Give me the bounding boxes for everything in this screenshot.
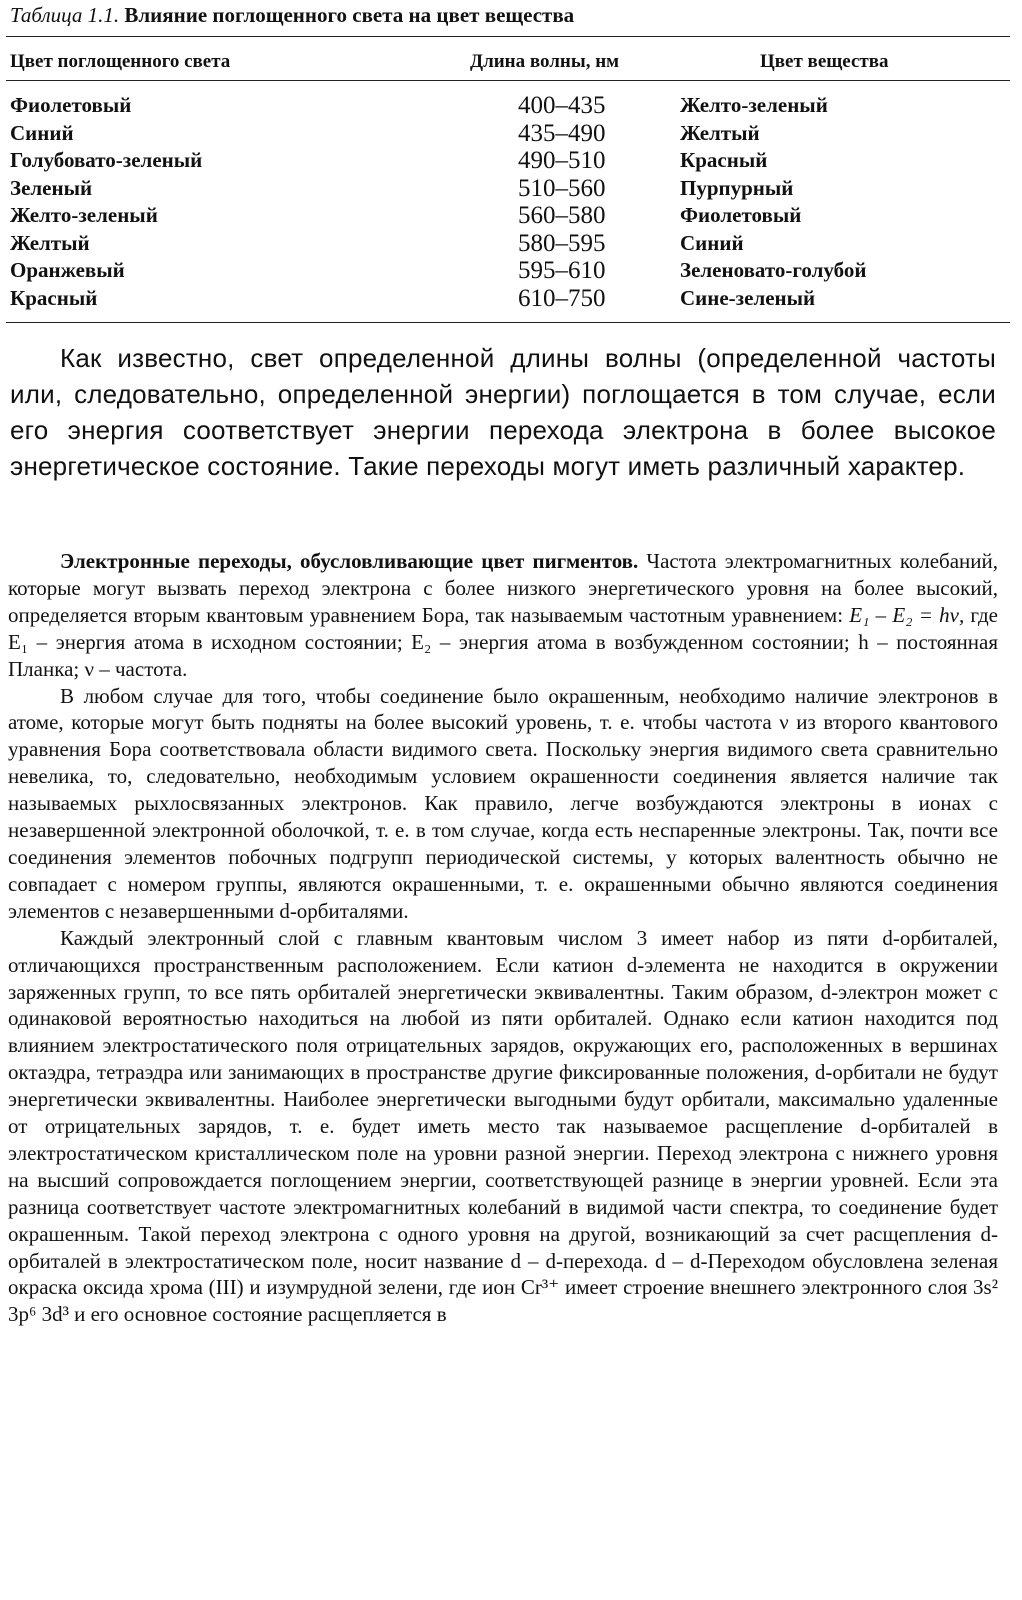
table-row — [0, 147, 1022, 175]
cell-wavelength: 580–595 — [518, 229, 606, 257]
cell-absorbed-color: Фиолетовый — [10, 93, 132, 117]
column-header-substance-color: Цвет вещества — [760, 51, 889, 72]
table-header-rule — [6, 80, 1010, 81]
cell-absorbed-color: Желто-зеленый — [10, 203, 158, 227]
cell-substance-color: Сине-зеленый — [680, 285, 816, 310]
cell-substance-color: Желтый — [680, 120, 760, 145]
table-label: Таблица 1.1. — [10, 3, 120, 27]
cell-absorbed-color: Желтый — [10, 230, 90, 255]
table-body — [0, 92, 1022, 312]
cell-wavelength: 490–510 — [518, 147, 606, 174]
table-row — [0, 120, 1022, 148]
cell-wavelength: 595–610 — [518, 257, 606, 284]
cell-substance-color: Фиолетовый — [680, 203, 802, 227]
cell-absorbed-color: Зеленый — [10, 175, 93, 200]
cell-substance-color: Красный — [680, 148, 768, 172]
paragraph-d-orbital-splitting: Каждый электронный слой с главным квантовым числом 3 имеет набор из пяти d-орбиталей, отличающихся пространственным расположением. Если катион d-элемента не находится в окружении заряженных групп, то все пять орбиталей энергетически эквивалентны. Таким образом, d-электрон может с одинаковой вероятностью находиться на любой из пяти орбиталей. Однако если катион находится под влиянием электростатического поля отрицательных зарядов, окружающих его, расположенных в вершинах октаэдра, тетраэдра или занимающих в пространстве другие фиксированные положения, d-орбитали не будут энергетически эквивалентны. Наиболее энергетически выгодными будут орбитали, максимально удаленные от отрицательных зарядов, т. е. будет иметь место так называемое расщепление d-орбиталей в электростатическом кристаллическом поле на уровни разной энергии. Переход электрона с нижнего уровня на высший сопровождается поглощением энергии, соответствующей разнице в энергии уровней. Если эта разница соответствует частоте электромагнитных колебаний в видимой части спектра, то соединение будет окрашенным. Такой переход электрона с одного уровня на другой, возникающий за счет расщепления d-орбиталей в электростатическом поле, носит название d – d-перехода. d – d-Переходом обусловлена зеленая окраска оксида хрома (III) и изумрудной зелени, где ион Cr³⁺ имеет строение внешнего электронного слоя 3s² 3p⁶ 3d³ и его основное состояние расщепляется в — [8, 925, 998, 1327]
cell-wavelength: 610–750 — [518, 284, 606, 312]
cell-substance-color: Желто-зеленый — [680, 93, 828, 117]
section-heading: Электронные переходы, обусловливающие цвет пигментов. — [60, 549, 639, 573]
cell-absorbed-color: Синий — [10, 120, 74, 145]
column-header-absorbed-color: Цвет поглощенного света — [10, 51, 231, 72]
section-body — [8, 548, 998, 1328]
table-row — [0, 175, 1022, 203]
column-header-wavelength: Длина волны, нм — [470, 51, 620, 72]
paragraph-colored-compounds: В любом случае для того, чтобы соединение было окрашенным, необходимо наличие электронов в атоме, которые могут быть подняты на более высокий уровень, т. е. чтобы частота ν из второго квантового уравнения Бора соответствовала области видимого света. Поскольку энергия видимого света сравнительно невелика, то, следовательно, необходимым условием окрашенности соединения является наличие так называемых рыхлосвязанных электронов. Как правило, легче возбуждаются электроны в ионах с незавершенной электронной оболочкой, т. е. в том случае, когда есть неспаренные электроны. Так, почти все соединения элементов побочных подгрупп периодической системы, у которых валентность обычно не совпадает с номером группы, являются окрашенными, т. е. окрашенными обычно являются соединения элементов с незавершенными d-орбиталями. — [8, 683, 998, 923]
table-row — [0, 285, 1022, 313]
cell-substance-color: Пурпурный — [680, 175, 794, 200]
cell-absorbed-color: Оранжевый — [10, 258, 125, 282]
table-top-rule — [6, 36, 1010, 37]
cell-wavelength: 400–435 — [518, 92, 606, 119]
cell-substance-color: Зеленовато-голубой — [680, 258, 867, 282]
cell-wavelength: 510–560 — [518, 174, 606, 202]
cell-wavelength: 560–580 — [518, 202, 606, 229]
table-row — [0, 230, 1022, 258]
table-row — [0, 202, 1022, 230]
paragraph-text: Частота электромагнитных колебаний, которые могут вызвать переход электрона с более низкого энергетического уровня на более высокий, определяется вторым квантовым уравнением Бора, так называемым частотным уравнением: — [8, 549, 998, 627]
paragraph-text: где E₁ – энергия атома в исходном состоянии; E₂ – энергия атома в возбужденном состоянии; h – постоянная Планка; ν – частота. — [8, 602, 999, 681]
cell-absorbed-color: Голубовато-зеленый — [10, 148, 203, 172]
table-row — [0, 92, 1022, 120]
table-caption — [10, 2, 1010, 28]
paragraph-bohr-equation — [8, 548, 998, 683]
bohr-frequency-formula: E₁ – E₂ = hν, — [849, 602, 965, 627]
table-bottom-rule — [6, 322, 1010, 323]
cell-substance-color: Синий — [680, 230, 744, 255]
table-title: Влияние поглощенного света на цвет вещества — [124, 3, 575, 27]
cell-absorbed-color: Красный — [10, 285, 98, 310]
table-row — [0, 257, 1022, 285]
lead-paragraph: Как известно, свет определенной длины волны (определенной частоты или, следовательно, определенной энергии) поглощается в том случае, если его энергия соответствует энергии перехода электрона в более высокое энергетическое состояние. Такие переходы могут иметь различный характер. — [10, 343, 996, 481]
cell-wavelength: 435–490 — [518, 119, 606, 147]
